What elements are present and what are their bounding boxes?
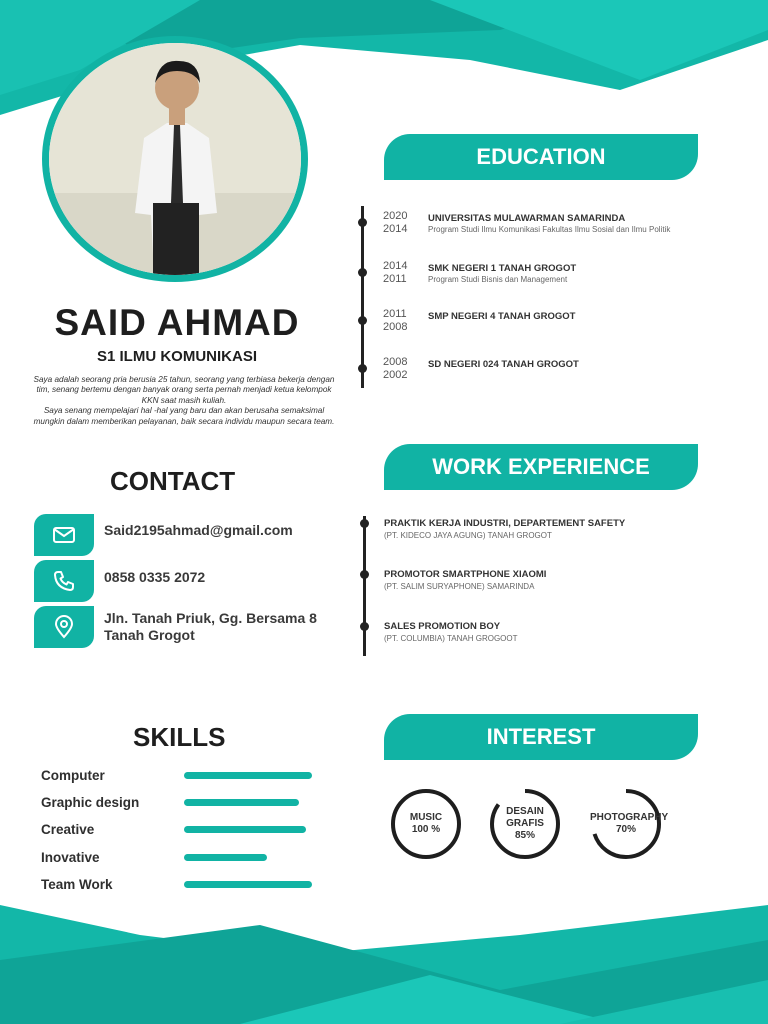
person-illustration [49,43,301,275]
year-end: 2020 [383,210,408,222]
interest-banner: INTEREST [384,714,698,760]
work-place: (PT. COLUMBIA) TANAH GROGOOT [384,634,518,643]
year-start: 2002 [383,369,408,381]
interest-item [390,788,462,860]
contact-heading: CONTACT [110,466,236,496]
education-school: SMP NEGERI 4 TANAH GROGOT [428,311,576,322]
education-program: Program Studi Ilmu Komunikasi Fakultas Ilmu Sosial dan Ilmu Politik [428,225,671,234]
contact-address [104,610,317,644]
year-start: 2008 [383,321,408,333]
skill-bar [184,826,306,833]
education-years [383,260,407,286]
work-title: PROMOTOR SMARTPHONE XIAOMI [384,569,547,580]
year-end: 2008 [383,356,408,368]
year-start: 2011 [383,273,407,285]
interest-line1: DESAIN [506,806,544,817]
work-timeline [363,516,366,656]
about-paragraph-2: Saya senang mempelajari hal -hal yang baru dan akan berusaha semaksimal mungkin dalam memberikan pelayanan, baik secara individu maupun secara team. [33,406,335,426]
year-end: 2014 [383,260,408,272]
interest-line2: GRAFIS [506,818,544,829]
interest-value: 70% [615,824,636,835]
skill-bar [184,799,299,806]
skill-label: Inovative [41,850,100,865]
timeline-dot [360,622,369,631]
timeline-dot [358,218,367,227]
year-start: 2014 [383,223,408,235]
education-years [383,308,407,334]
education-school: UNIVERSITAS MULAWARMAN SAMARINDA [428,213,626,224]
contact-address-line1: Jln. Tanah Priuk, Gg. Bersama 8 [104,610,317,626]
education-years [383,356,407,382]
education-school: SD NEGERI 024 TANAH GROGOT [428,359,579,370]
work-place: (PT. SALIM SURYAPHONE) SAMARINDA [384,582,535,591]
skill-label: Graphic design [41,795,140,810]
timeline-dot [360,570,369,579]
email-icon [34,514,94,556]
interest-line1: MUSIC [409,812,443,823]
work-title: SALES PROMOTION BOY [384,621,501,632]
contact-phone[interactable]: 0858 0335 2072 [104,569,206,585]
interest-line1: PHOTOGRAPHY [590,812,669,823]
interest-item [489,788,561,860]
interest-value: 100 % [411,824,441,835]
timeline-dot [358,316,367,325]
person-name: SAID AHMAD [54,302,300,343]
person-degree: S1 ILMU KOMUNIKASI [96,348,257,365]
timeline-dot [358,268,367,277]
education-banner: EDUCATION [384,134,698,180]
education-years [383,210,407,236]
skills-heading: SKILLS [133,722,226,752]
skill-label: Computer [41,768,105,783]
contact-address-line2: Tanah Grogot [104,627,195,643]
skill-bar [184,881,312,888]
about-paragraph-1: Saya adalah seorang pria berusia 25 tahun, seorang yang terbiasa bekerja dengan tim, senang bertemu dengan banyak orang serta pernah menjadi ketua kelompok KKN saat masih kuliah. [33,375,335,405]
education-program: Program Studi Bisnis dan Management [428,275,568,284]
skill-label: Team Work [41,877,113,892]
skill-label: Creative [41,822,95,837]
interest-value: 85% [514,830,535,841]
skill-bar [184,772,312,779]
skill-bar [184,854,267,861]
year-end: 2011 [383,308,407,320]
about-text [28,375,340,427]
phone-icon [34,560,94,602]
timeline-dot [358,364,367,373]
profile-photo [42,36,308,282]
work-experience-banner: WORK EXPERIENCE [384,444,698,490]
work-place: (PT. KIDECO JAYA AGUNG) TANAH GROGOT [384,531,552,540]
education-timeline [361,206,364,388]
location-pin-icon [34,606,94,648]
interest-item [590,788,669,860]
contact-email[interactable]: Said2195ahmad@gmail.com [104,522,293,538]
education-school: SMK NEGERI 1 TANAH GROGOT [428,263,577,274]
work-title: PRAKTIK KERJA INDUSTRI, DEPARTEMENT SAFETY [384,518,626,529]
timeline-dot [360,519,369,528]
